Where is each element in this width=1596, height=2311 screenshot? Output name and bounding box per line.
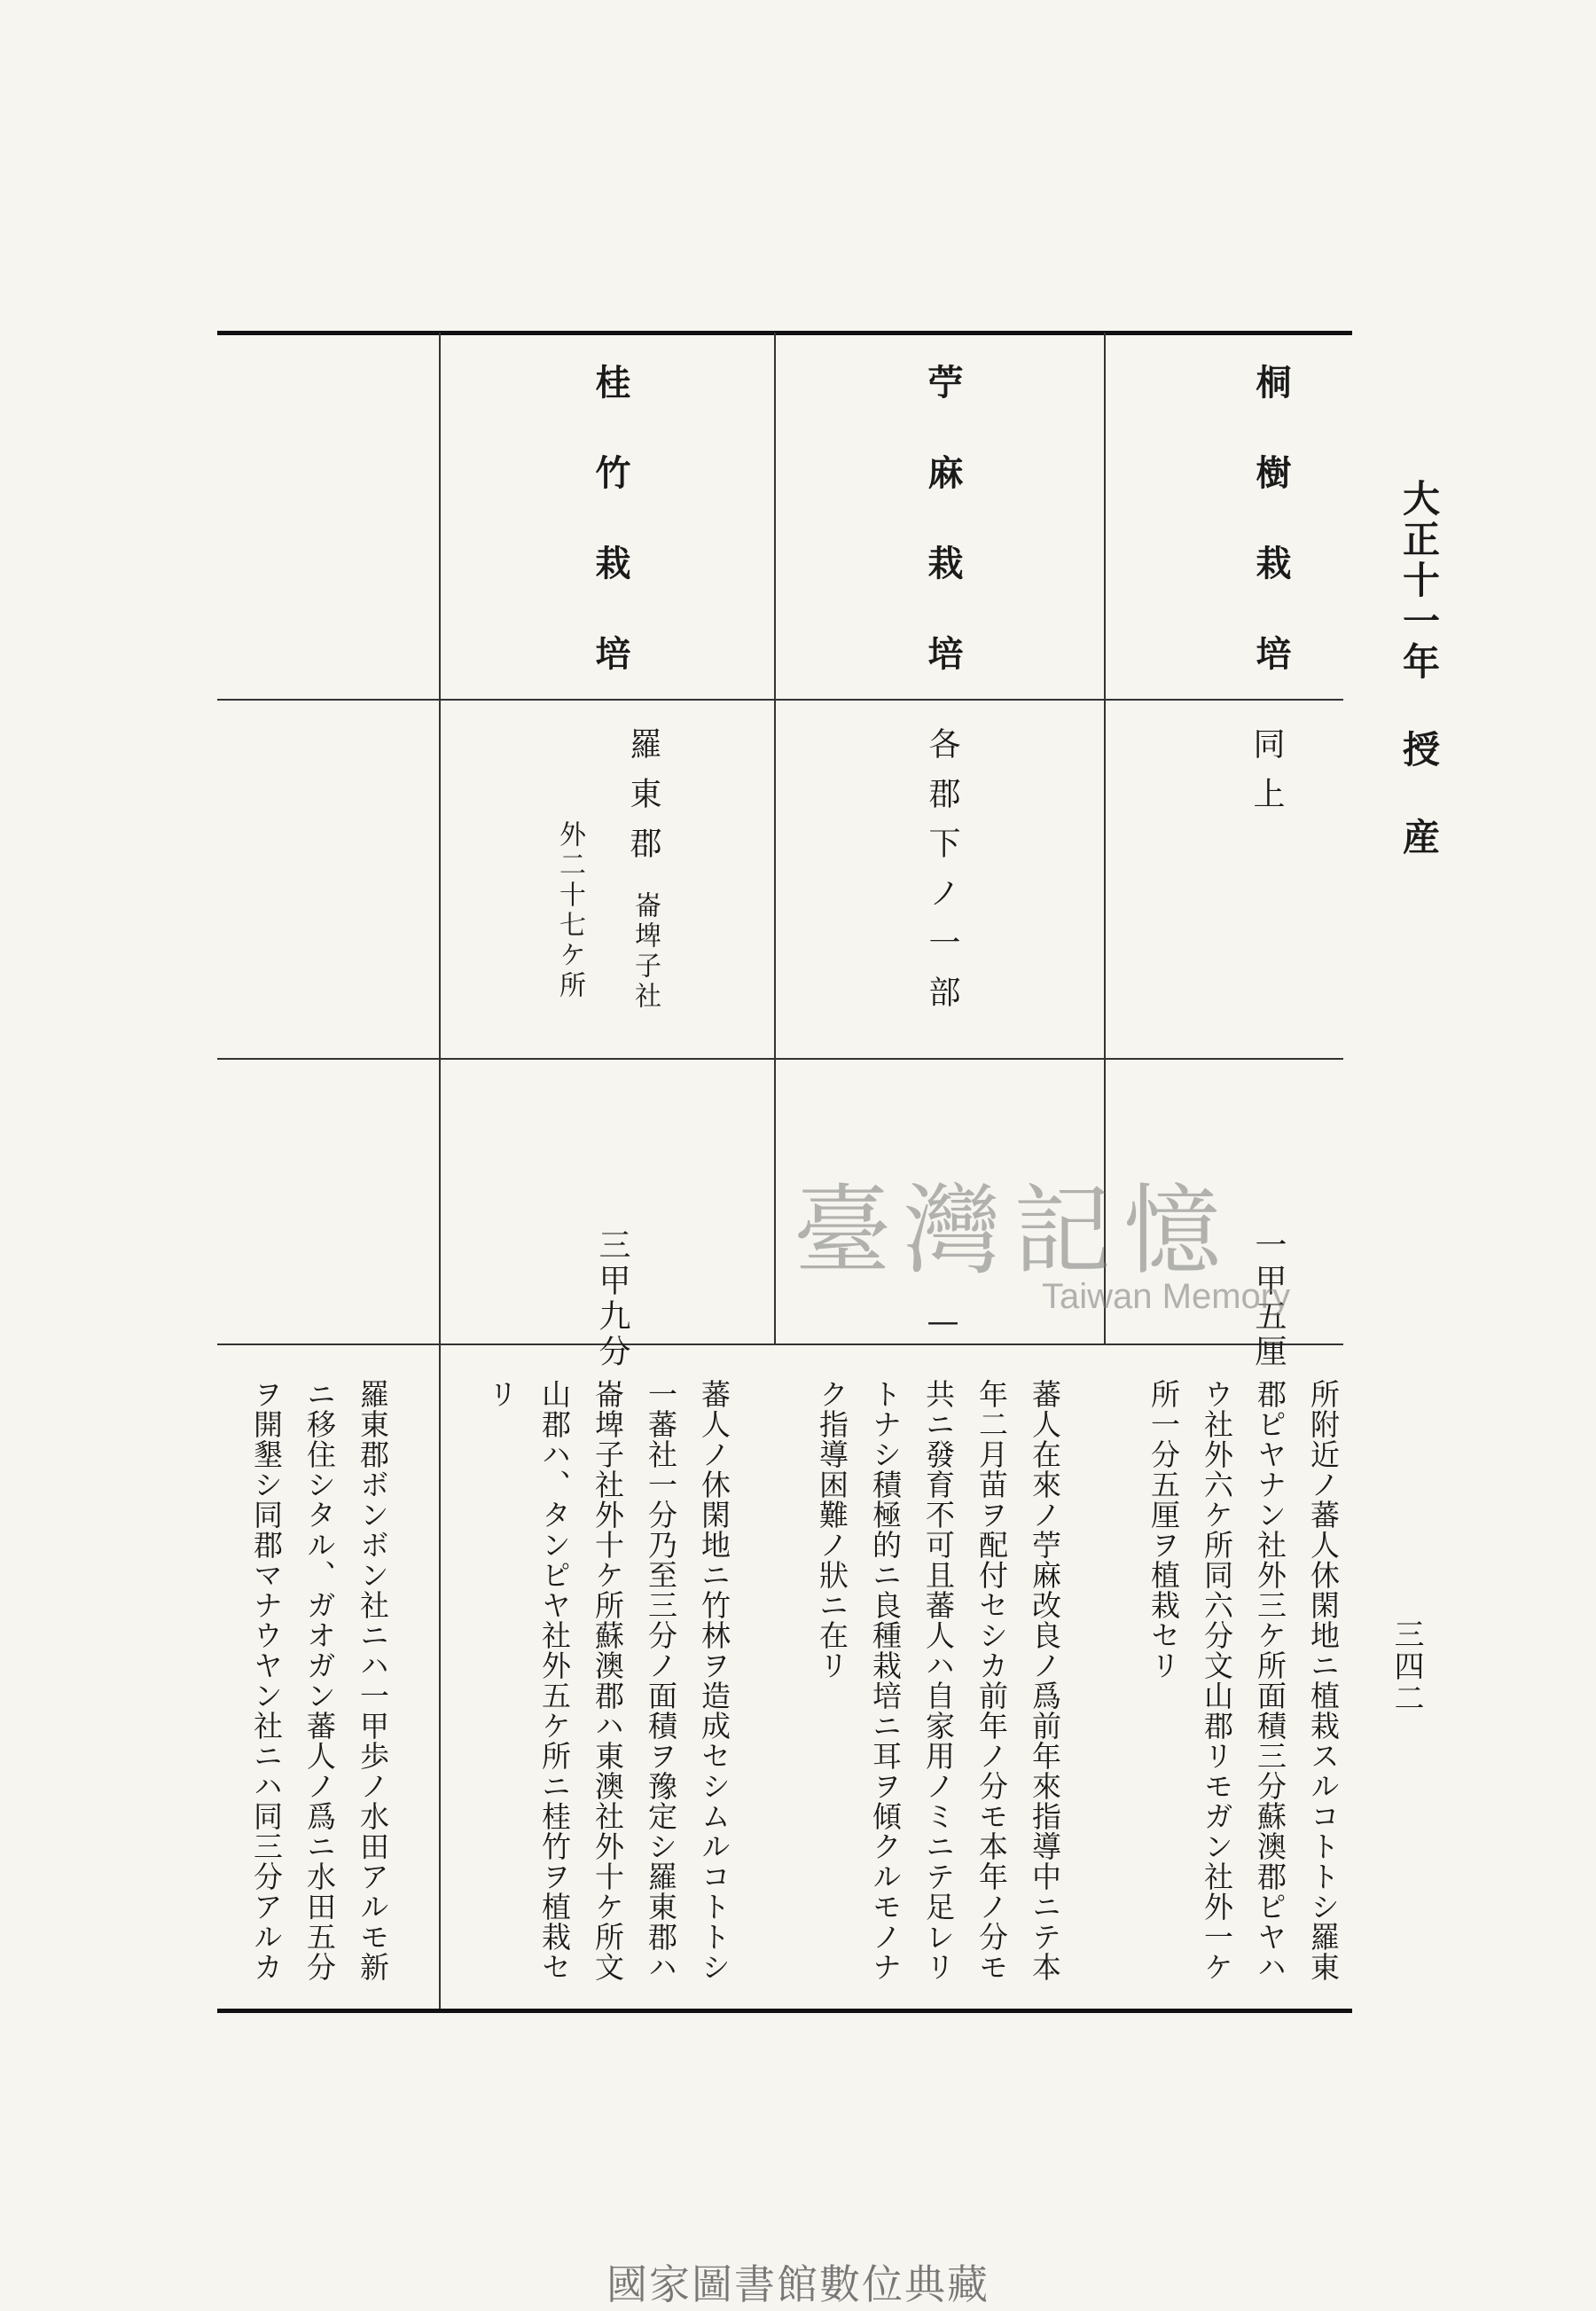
category-bamboo: 桂竹栽培 [590, 364, 631, 725]
note-line: 一蕃社一分乃至三分ノ面積ヲ豫定シ羅東郡ハ [644, 1379, 678, 1982]
page-number: 三四二 [1389, 1618, 1424, 1714]
note-line: 蕃人在來ノ苧麻改良ノ爲前年來指導中ニテ本 [1028, 1379, 1062, 1982]
footer-caption: 國家圖書館數位典藏 [606, 2260, 990, 2308]
note-line: 郡ピヤナン社外三ケ所面積三分蘇澳郡ピヤハ [1253, 1379, 1287, 1982]
row-divider-3 [217, 1344, 1343, 1345]
note-line: 共ニ發育不可且蕃人ハ自家用ノミニテ足レリ [921, 1379, 956, 1982]
note-line: 崙埤子社外十ケ所蘇澳郡ハ東澳社外十ケ所文 [591, 1379, 625, 1982]
row-divider-1 [217, 699, 1343, 701]
watermark-logo-text: 臺灣記憶 [794, 1174, 1233, 1288]
column-divider-2 [774, 333, 776, 1344]
watermark-english: Taiwan Memory [1042, 1277, 1291, 1316]
location-ramie: 各郡下ノ一部 [924, 727, 960, 1025]
note-line: 所附近ノ蕃人休閑地ニ植栽スルコトトシ羅東 [1306, 1379, 1341, 1982]
column-divider-1 [439, 333, 441, 2009]
note-line: 所一分五厘ヲ植栽セリ [1146, 1379, 1181, 1680]
note-line: 年二月苗ヲ配付セシカ前年ノ分モ本年ノ分モ [974, 1379, 1009, 1982]
note-line: ニ移住シタル、ガオガン蕃人ノ爲ニ水田五分 [302, 1379, 337, 1982]
category-paulownia: 桐樹栽培 [1250, 364, 1292, 725]
note-line: 山郡ハ、タンピヤ社外五ケ所ニ桂竹ヲ植栽セ [537, 1379, 572, 1982]
note-line: トナシ積極的ニ良種栽培ニ耳ヲ傾クルモノナ [868, 1379, 903, 1982]
location-bamboo-main: 羅東郡 [625, 727, 661, 876]
area-paulownia: 一甲五厘 [1250, 1228, 1287, 1370]
note-line: ウ社外六ケ所同六分文山郡リモガン社外一ケ [1200, 1379, 1234, 1982]
notes-paddy [239, 1379, 399, 1982]
category-ramie: 苧麻栽培 [922, 364, 964, 725]
location-paulownia: 同上 [1248, 727, 1285, 826]
note-line: ヲ開墾シ同郡マナウヤン社ニハ同三分アルカ [249, 1379, 284, 1982]
area-bamboo: 三甲九分 [594, 1228, 630, 1370]
notes-ramie [805, 1379, 1071, 1982]
location-bamboo-sub: 崙埤子社 [630, 891, 661, 1012]
page-header: 大正十一年 授 産 [1397, 479, 1441, 858]
table-top-rule [217, 331, 1352, 335]
note-line: 蕃人ノ休閑地ニ竹林ヲ造成セシムルコトトシ [697, 1379, 732, 1982]
note-line: ク指導困難ノ狀ニ在リ [815, 1379, 849, 1680]
notes-bamboo [474, 1379, 740, 1982]
notes-paulownia [1137, 1379, 1350, 1982]
note-line: リ [484, 1379, 519, 1409]
area-ramie: — [925, 1304, 961, 1344]
location-bamboo-extra: 外二十七ケ所 [554, 820, 585, 1001]
table-bottom-rule [217, 2009, 1352, 2013]
row-divider-2 [217, 1058, 1343, 1060]
note-line: 羅東郡ボンボン社ニハ一甲歩ノ水田アルモ新 [356, 1379, 390, 1982]
